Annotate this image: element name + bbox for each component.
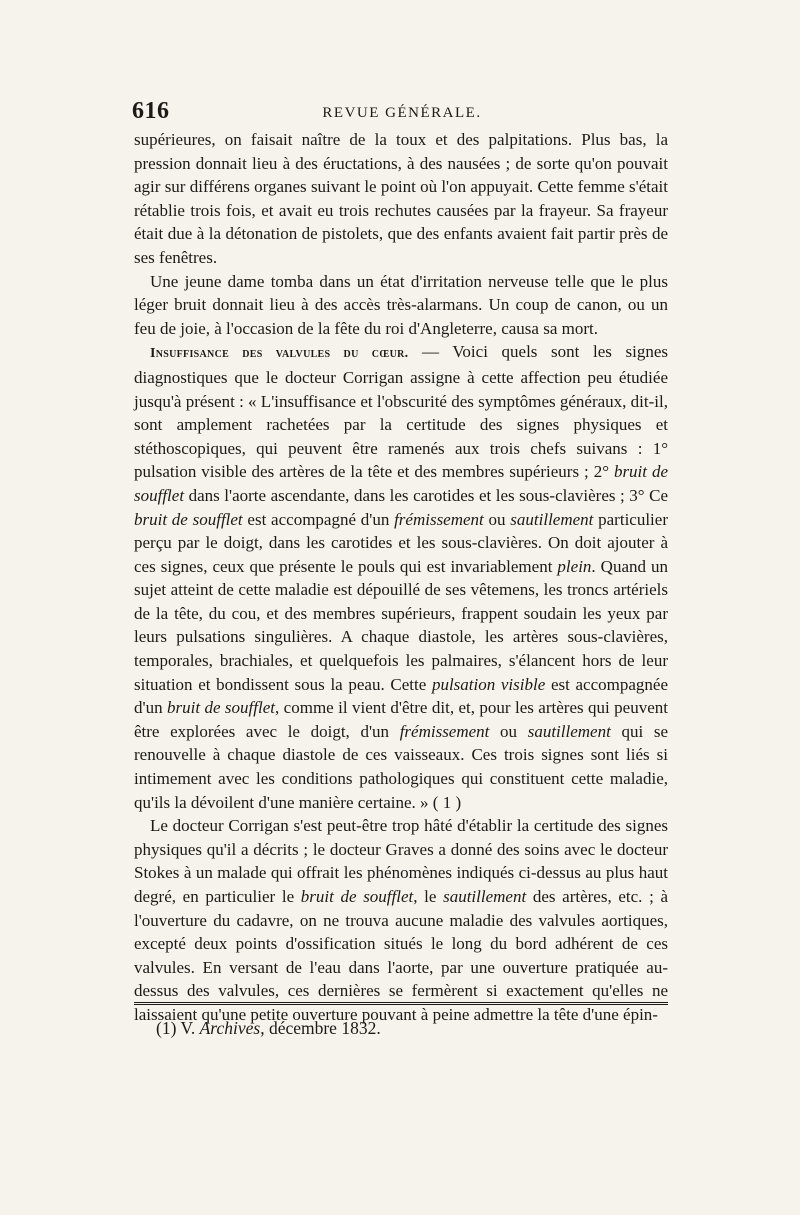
text-run: des artères, etc. ; à l'ouverture du cadavre, on ne trouva aucune maladie des valvules aortiques, excepté deux points d'ossification situés le long du bord adhérent de ces valvules. En versant de l'eau dans l'aorte, par une ouverture pratiquée au-dessus des valvules, ces dernières se fermèrent si exactement qu'elles ne laissaient qu'une petite ouverture pouvant à peine admettre la tête d'une épin- — [134, 887, 668, 1024]
page-header — [132, 98, 672, 128]
text-run: ou — [489, 721, 528, 741]
paragraph-4 — [134, 814, 668, 1026]
italic-term: sautillement — [510, 509, 594, 529]
text-run: — Voici quels sont les signes diagnostiques que le docteur Corrigan assigne à cette affection peu étudiée jusqu'à présent : « L'insuffisance et l'obscurité des symptômes généraux, dit-il, sont amplement rachetées par la certitude des signes physiques et stéthoscopiques, qui peuvent être ramenés aux trois chefs suivans : 1° pulsation visible des artères de la tête et des membres supérieurs ; 2° — [134, 342, 668, 482]
italic-term: frémissement — [399, 721, 490, 741]
italic-term: sautillement — [527, 721, 611, 741]
paragraph-1: supérieures, on faisait naître de la toux et des palpitations. Plus bas, la pression donnait lieu à des éructations, à des nausées ; de sorte qu'on pouvait agir sur différens organes suivant le point où l'on appuyait. Cette femme s'était rétablie trois fois, et avait eu trois rechutes causées par la frayeur. Sa frayeur était due à la détonation de pistolets, que des enfants avaient fait partir près de ses fenêtres. — [134, 130, 668, 267]
body-text — [134, 128, 668, 1027]
footnote — [156, 1018, 381, 1039]
text-run: Le docteur Corrigan s'est peut-être trop hâté d'établir la certitude des signes physiques qu'il a décrits ; le docteur Graves a donné des soins avec le docteur Stokes à un malade qui offrait les phénomènes indiqués ci-dessus au plus haut degré, en particulier le — [134, 816, 668, 906]
section-heading: Insuffisance des valvules du cœur. — [150, 346, 409, 362]
footnote-divider — [134, 1002, 668, 1005]
italic-term: bruit de soufflet — [134, 509, 243, 529]
text-run: est accompagné d'un — [242, 509, 395, 529]
footnote-italic: Archives — [199, 1018, 261, 1038]
italic-term: sautillement — [443, 887, 527, 906]
text-run: . Quand un sujet atteint de cette maladie est dépouillé de ses vêtemens, les troncs artériels de la tête, du cou, et des membres supérieurs, frappent soudain les yeux par leurs pulsations singulières. A chaque diastole, les artères sous-clavières, temporales, brachiales, et quelquefois les palmaires, s'élancent hors de leur situation et bondissent sous la peau. Cette — [134, 556, 668, 694]
text-run: est accompagnée d'un — [134, 674, 668, 718]
italic-term: plein — [557, 556, 592, 576]
text-run: qui se renouvelle à chaque diastole de ces vaisseaux. Ces trois signes sont liés si intimement avec les conditions pathologiques qui constituent cette maladie, qu'ils la dévoilent d'une manière certaine. » ( 1 ) — [134, 721, 669, 812]
italic-term: bruit de soufflet — [166, 698, 275, 718]
italic-term: bruit de soufflet — [300, 887, 414, 906]
text-run: particulier perçu par le doigt, dans les carotides et les sous-clavières. On doit ajouter à ces signes, ceux que présente le pouls qui est invariablement — [134, 509, 668, 576]
text-run: , le — [413, 887, 444, 906]
paragraph-3 — [134, 340, 668, 814]
paragraph-2: Une jeune dame tomba dans un état d'irritation nerveuse telle que le plus léger bruit donnait lieu à des accès très-alarmans. Un coup de canon, ou un feu de joie, à l'occasion de la fête du roi d'Angleterre, causa sa mort. — [134, 271, 668, 338]
italic-term: bruit de soufflet — [134, 462, 668, 505]
footnote-text: (1) V. — [156, 1018, 200, 1038]
text-run: , comme il vient d'être dit, et, pour les artères qui peuvent être explorées avec le doigt, d'un — [134, 698, 668, 741]
running-head: REVUE GÉNÉRALE. — [322, 105, 482, 121]
italic-term: frémissement — [394, 509, 484, 529]
italic-term: pulsation visible — [431, 674, 546, 694]
text-run: ou — [483, 509, 511, 529]
footnote-text: , décembre 1832. — [260, 1018, 381, 1038]
page-number: 616 — [132, 98, 170, 124]
text-run: dans l'aorte ascendante, dans les carotides et les sous-clavières ; 3° Ce — [184, 485, 668, 505]
